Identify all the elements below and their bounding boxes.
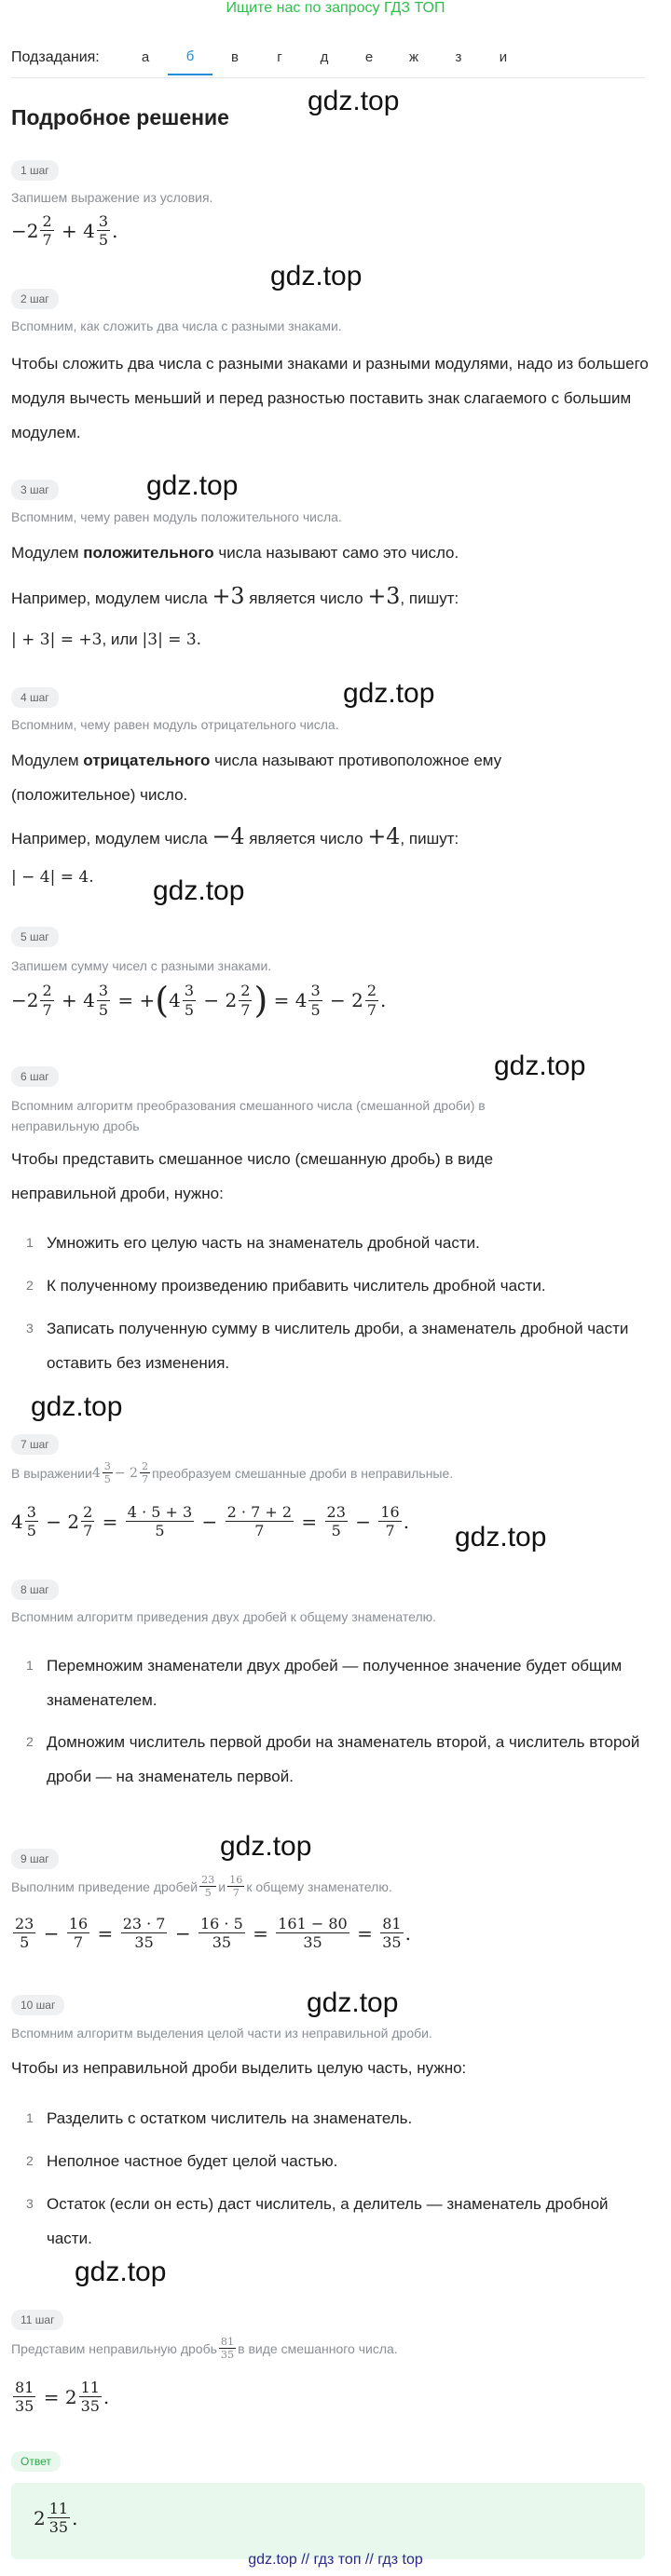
rule-text: Чтобы представить смешанное число (смешанную дробь) в виде неправильной дроби, нужно:: [11, 1150, 494, 1202]
step-badge: 7 шаг: [11, 1434, 59, 1455]
step-hint: Представим неправильную дробь $\frac{81}{35}$ в виде смешанного числа.: [11, 2336, 398, 2362]
rule-text: Чтобы из неправильной дроби выделить целую часть, нужно:: [11, 2059, 467, 2077]
step-badge: 6 шаг: [11, 1066, 59, 1087]
list-item: 3 Записать полученную сумму в числитель дроби, а знаменатель дробной части оставить без изменения.: [26, 1320, 629, 1372]
mixed-number-expression: $\frac{81}{35}$ = 2 $\frac{11}{35}$ .: [15, 2379, 110, 2416]
answer-badge: Ответ: [11, 2451, 61, 2472]
tab-d[interactable]: д: [320, 49, 329, 65]
watermark: gdz.top: [308, 86, 400, 116]
list-item: 1 Перемножим знаменатели двух дробей — полученное значение будет общим знаменателем.: [26, 1657, 623, 1709]
subtasks-bar: [11, 37, 645, 78]
expression: −2 $\frac{2}{7}$ + 4 $\frac{3}{5}$ .: [11, 212, 118, 250]
step-hint: В выражении 4 $\frac{3}{5}$ − 2 $\frac{2}{7}$ преобразуем смешанные дроби в неправильные.: [11, 1460, 454, 1486]
step-badge: 5 шаг: [11, 927, 59, 947]
rule-text: Модулем положительного числа называют само это число.: [11, 544, 459, 562]
watermark: gdz.top: [146, 470, 239, 501]
step-badge: 2 шаг: [11, 289, 59, 309]
rule-text: Модулем отрицательного числа называют противоположное ему (положительное) число.: [11, 752, 502, 804]
watermark: gdz.top: [343, 678, 435, 709]
step-hint: Запишем сумму чисел с разными знаками.: [11, 958, 272, 973]
step-hint: Вспомним алгоритм преобразования смешанного числа (смешанной дроби) в неправильную дробь: [11, 1098, 486, 1133]
search-banner: Ищите нас по запросу ГДЗ ТОП: [226, 0, 445, 16]
list-item: 1 Умножить его целую часть на знаменатель дробной части.: [26, 1234, 480, 1252]
tab-z[interactable]: з: [455, 49, 462, 65]
watermark: gdz.top: [31, 1391, 123, 1422]
tab-a[interactable]: а: [141, 49, 150, 65]
example-formula: | + 3| = +3, или |3| = 3.: [11, 630, 202, 649]
list-item: 3 Остаток (если он есть) даст числитель, а делитель — знаменатель дробной части.: [26, 2195, 609, 2247]
step-hint: Вспомним алгоритм приведения двух дробей к общему знаменателю.: [11, 1609, 437, 1624]
example-formula: | − 4| = 4.: [11, 868, 94, 887]
footer-links[interactable]: gdz.top // гдз топ // гдз top: [248, 2552, 423, 2568]
tab-e[interactable]: е: [364, 49, 374, 65]
watermark: gdz.top: [307, 1987, 399, 2018]
watermark: gdz.top: [270, 261, 363, 291]
watermark: gdz.top: [494, 1051, 586, 1081]
common-denominator-expression: $\frac{23}{5}$ − $\frac{16}{7}$ = $\frac{23 \cdot 7}{35}$ − $\frac{16 \cdot 5}{35}$ = $\frac{161 - 80}{35}$ = $\frac{81}{35}$ .: [15, 1915, 411, 1952]
list-item: 1 Разделить с остатком числитель на знаменатель.: [26, 2109, 413, 2127]
watermark: gdz.top: [220, 1831, 312, 1862]
step-hint: Запишем выражение из условия.: [11, 190, 213, 205]
step-hint: Вспомним, как сложить два числа с разными знаками.: [11, 319, 342, 333]
example-text: Например, модулем числа +3 является число +3, пишут:: [11, 583, 459, 609]
rule-text: Чтобы сложить два числа с разными знаками и разными модулями, надо из большего модуля вычесть меньший и перед разностью поставить знак слагаемого с большим модулем.: [11, 355, 649, 441]
watermark: gdz.top: [455, 1522, 547, 1552]
step-badge: 10 шаг: [11, 1995, 64, 2015]
tab-zh[interactable]: ж: [408, 49, 419, 65]
tab-v[interactable]: в: [231, 49, 239, 65]
answer-value: 2 $\frac{11}{35}$ .: [34, 2500, 78, 2537]
step-badge: 9 шаг: [11, 1849, 59, 1869]
watermark: gdz.top: [75, 2257, 167, 2287]
step-badge: 8 шаг: [11, 1579, 59, 1600]
step-badge: 4 шаг: [11, 687, 59, 708]
step-hint: Вспомним, чему равен модуль положительного числа.: [11, 509, 342, 524]
tab-i[interactable]: и: [499, 49, 508, 65]
step-hint: Выполним приведение дробей $\frac{23}{5}$ и $\frac{16}{7}$ к общему знаменателю.: [11, 1874, 392, 1900]
step-badge: 11 шаг: [11, 2310, 63, 2330]
page-title: Подробное решение: [11, 105, 229, 129]
list-item: 2 К полученному произведению прибавить числитель дробной части.: [26, 1277, 546, 1295]
sum-expression: −2 $\frac{2}{7}$ + 4 $\frac{3}{5}$ = + ( 4 $\frac{3}{5}$ − 2 $\frac{2}{7}$ ) = 4 $\frac{3}{5}$ − 2 $\frac{2}{7}$ .: [11, 980, 387, 1021]
list-item: 2 Домножим числитель первой дроби на знаменатель второй, а числитель второй дроби — на знаменатель первой.: [26, 1733, 640, 1785]
step-badge: 3 шаг: [11, 480, 59, 500]
step-badge: 1 шаг: [11, 160, 59, 181]
step-hint: Вспомним алгоритм выделения целой части из неправильной дроби.: [11, 2026, 432, 2040]
list-item: 2 Неполное частное будет целой частью.: [26, 2152, 338, 2170]
tab-g[interactable]: г: [277, 49, 282, 65]
answer-box: [11, 2483, 645, 2559]
subtasks-label: Подзадания:: [11, 48, 100, 65]
step-hint: Вспомним, чему равен модуль отрицательного числа.: [11, 717, 339, 732]
example-text: Например, модулем числа −4 является число +4, пишут:: [11, 823, 459, 849]
conversion-expression: 4 $\frac{3}{5}$ − 2 $\frac{2}{7}$ = $\frac{4 \cdot 5 + 3}{5}$ − $\frac{2 \cdot 7 + 2}{7}$ = $\frac{23}{5}$ − $\frac{16}{7}$ .: [11, 1503, 410, 1540]
watermark: gdz.top: [153, 875, 245, 906]
tab-b[interactable]: б: [168, 39, 212, 75]
